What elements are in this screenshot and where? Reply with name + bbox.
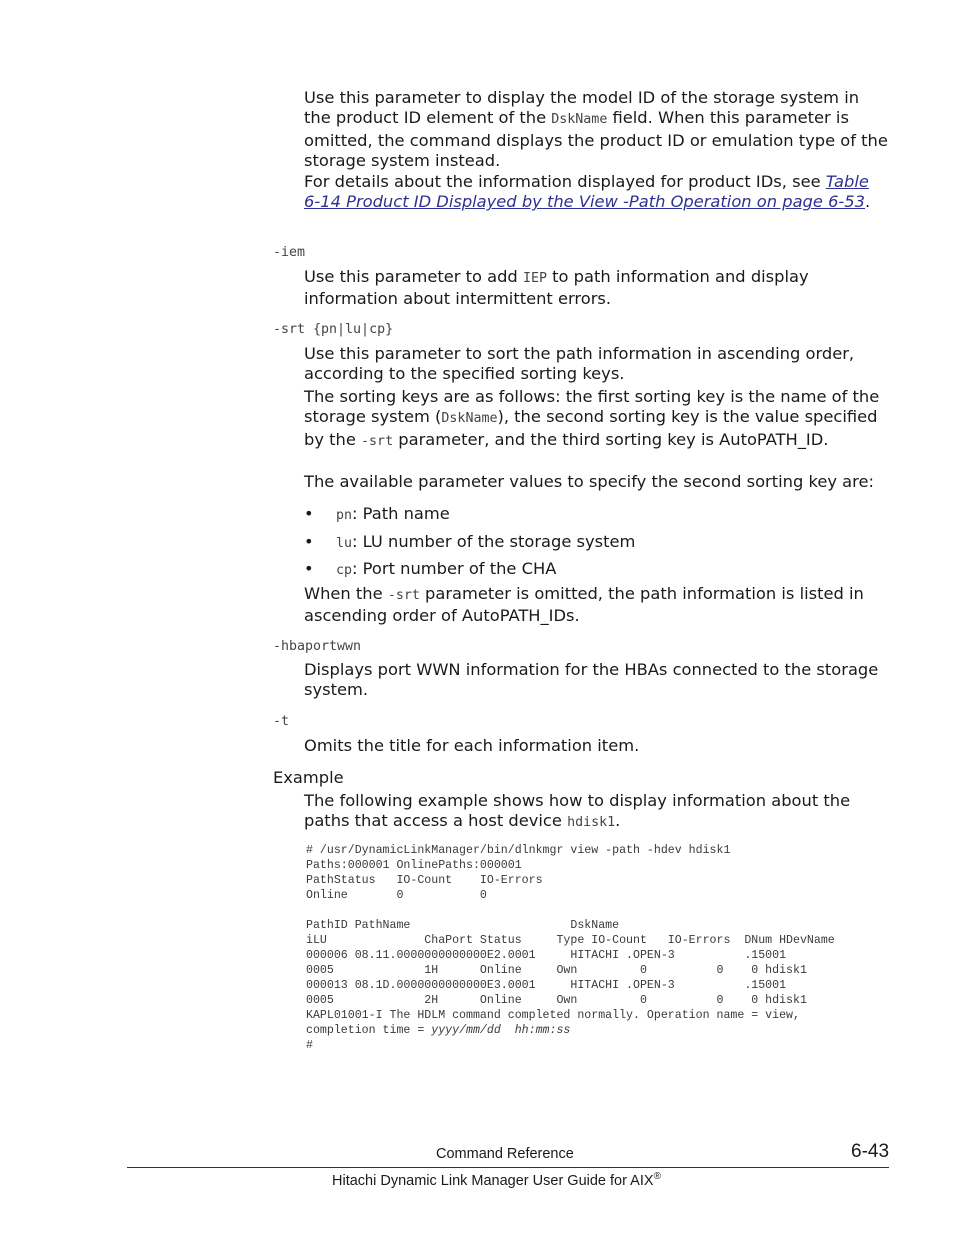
paragraph-srt-1: Use this parameter to sort the path information in ascending order, according to the specified sorting keys. <box>304 344 855 384</box>
code-line: PathID PathName DskName <box>306 919 620 932</box>
param-srt: -srt {pn|lu|cp} <box>273 322 394 337</box>
code-line: Paths:000001 OnlinePaths:000001 <box>306 859 522 872</box>
footer-divider <box>127 1167 889 1168</box>
code-line: PathStatus IO-Count IO-Errors <box>306 874 543 887</box>
code-iep: IEP <box>522 271 547 286</box>
example-heading: Example <box>273 768 344 787</box>
table-reference-link[interactable]: Table 6-14 Product ID Displayed by the View -Path Operation on page 6-53 <box>304 172 869 212</box>
code-srt: -srt <box>361 433 394 449</box>
code-line-completion: completion time = yyyy/mm/dd hh:mm:ss <box>306 1024 571 1037</box>
paragraph-product-id: Use this parameter to display the model ID of the storage system in the product ID element of the DskName field. When this parameter is omitted, the command displays the product ID or emulation type of the storage system instead. <box>304 88 888 170</box>
code-line: 000006 08.11.0000000000000E2.0001 HITACHI .OPEN-3 .15001 <box>306 949 787 962</box>
code-line: Online 0 0 <box>306 889 487 902</box>
paragraph-hbaportwwn: Displays port WWN information for the HBAs connected to the storage system. <box>304 660 879 700</box>
param-iem: -iem <box>273 245 306 260</box>
paragraph-example: The following example shows how to display information about the paths that access a host device hdisk1. <box>304 791 851 831</box>
code-srt: -srt <box>387 588 420 603</box>
list-item: • pn: Path name <box>304 504 450 523</box>
paragraph-srt-4: When the -srt parameter is omitted, the path information is listed in ascending order of AutoPATH_IDs. <box>304 584 864 626</box>
code-hdisk1: hdisk1 <box>567 815 616 831</box>
param-t: -t <box>273 714 290 729</box>
registered-mark: ® <box>653 1171 661 1182</box>
code-dskname: DskName <box>441 411 498 427</box>
param-hbaportwwn: -hbaportwwn <box>273 639 362 654</box>
code-line: 0005 1H Online Own 0 0 0 hdisk1 <box>306 964 807 977</box>
paragraph-t: Omits the title for each information item. <box>304 736 640 755</box>
example-code-block <box>306 843 835 1053</box>
code-dskname: DskName <box>551 112 608 128</box>
bullet-icon: • <box>304 504 314 523</box>
footer-document-title: Hitachi Dynamic Link Manager User Guide for AIX® <box>332 1171 661 1189</box>
code-line: # /usr/DynamicLinkManager/bin/dlnkmgr view -path -hdev hdisk1 <box>306 844 731 857</box>
code-line: 0005 2H Online Own 0 0 0 hdisk1 <box>306 994 807 1007</box>
bullet-icon: • <box>304 559 314 578</box>
list-item: • cp: Port number of the CHA <box>304 559 557 578</box>
list-item: • lu: LU number of the storage system <box>304 532 636 551</box>
paragraph-details-reference: For details about the information displayed for product IDs, see Table 6-14 Product ID Displayed by the View -Path Operation on page 6-53. <box>304 172 871 212</box>
page-number: 6-43 <box>851 1141 890 1162</box>
paragraph-iem: Use this parameter to add IEP to path information and display information about intermittent errors. <box>304 267 809 309</box>
code-line: KAPL01001-I The HDLM command completed normally. Operation name = view, <box>306 1009 800 1022</box>
bullet-icon: • <box>304 532 314 551</box>
paragraph-srt-2: The sorting keys are as follows: the first sorting key is the name of the storage system (DskName), the second sorting key is the value specified by the -srt parameter, and the third sorting key is AutoPATH_ID. <box>304 387 880 449</box>
code-line: 000013 08.1D.0000000000000E3.0001 HITACHI .OPEN-3 .15001 <box>306 979 787 992</box>
paragraph-srt-3: The available parameter values to specify the second sorting key are: <box>304 472 874 491</box>
code-prompt: # <box>306 1039 313 1052</box>
footer-section-name: Command Reference <box>436 1146 574 1162</box>
code-line: iLU ChaPort Status Type IO-Count IO-Errors DNum HDevName <box>306 934 835 947</box>
